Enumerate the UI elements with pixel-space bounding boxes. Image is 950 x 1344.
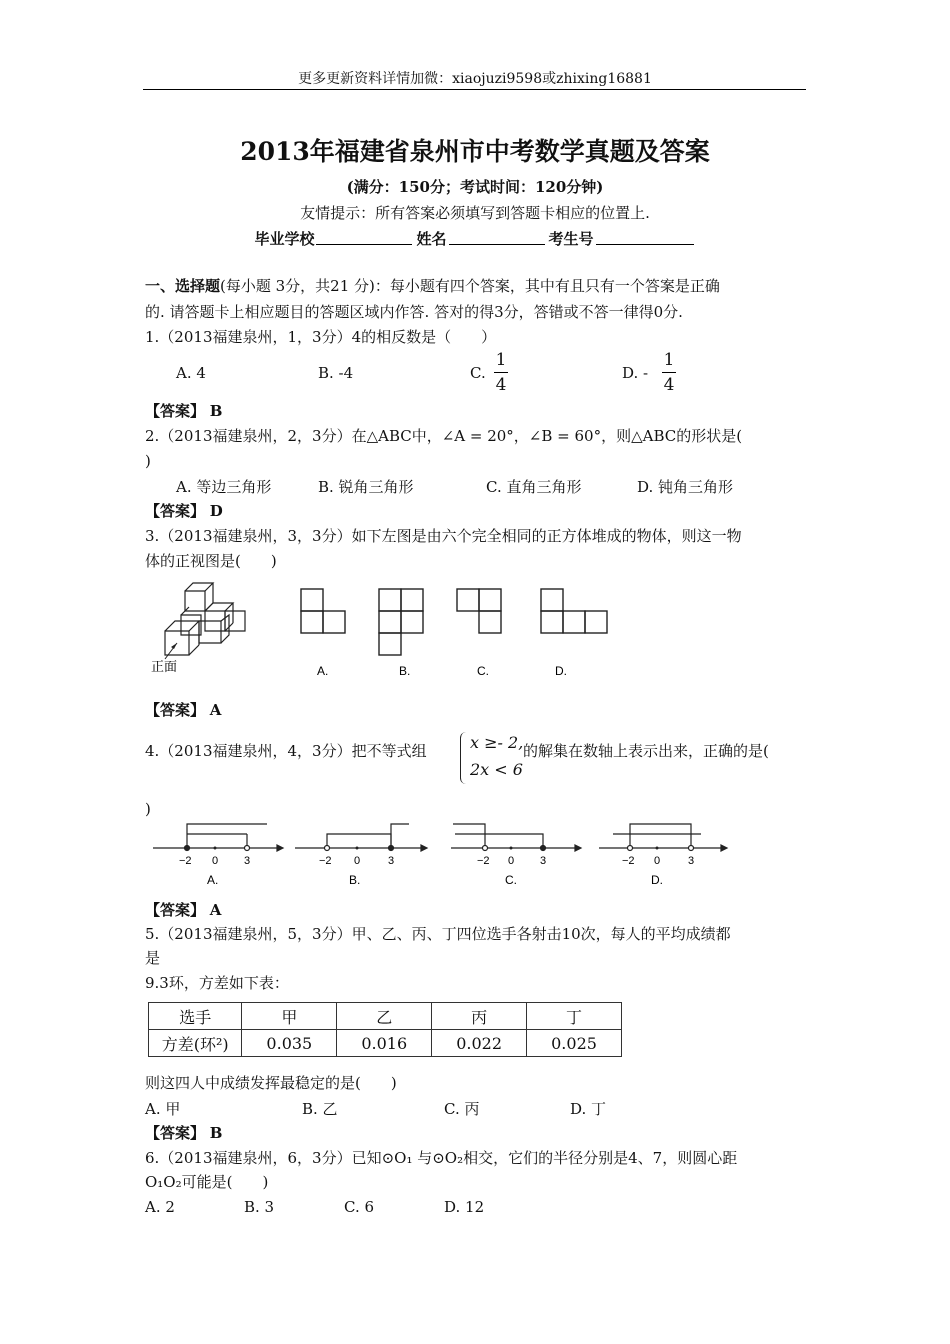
q3-label-c: C. [477, 664, 489, 678]
front-label: 正面 [151, 659, 178, 674]
name-label: 姓名 [416, 230, 447, 248]
answer-value: A [209, 701, 222, 719]
school-blank[interactable] [316, 228, 412, 245]
table-cell: 0.016 [337, 1030, 432, 1057]
section-intro-line2: 的. 请答题卡上相应题目的答题区域内作答. 答对的得3分，答错或不答一律得0分. [145, 303, 683, 321]
q2-answer [145, 499, 223, 523]
q4-number-lines [145, 818, 730, 890]
q4-label-c: C. [505, 873, 517, 887]
table-cell: 0.035 [242, 1030, 337, 1057]
fraction-denominator: 4 [663, 375, 675, 395]
q6-option-a: A. 2 [145, 1198, 175, 1216]
q5-option-a: A. 甲 [145, 1100, 181, 1118]
tick-label-0: 0 [354, 855, 361, 867]
q6-option-d: D. 12 [444, 1198, 485, 1216]
q5-option-c: C. 丙 [444, 1100, 480, 1118]
q1-option-a: A. 4 [176, 364, 206, 382]
tip-line: 友情提示：所有答案必须填写到答题卡相应的位置上. [300, 204, 650, 222]
q1-option-c: C. [470, 364, 486, 382]
table-row [149, 1030, 622, 1057]
fraction-numerator: 1 [663, 350, 675, 370]
q1-option-d: D. - [622, 364, 649, 382]
table-row-label: 方差(环²) [149, 1030, 242, 1057]
fraction-numerator: 1 [495, 350, 507, 370]
fraction-bar [662, 372, 676, 373]
q2-option-a: A. 等边三角形 [176, 478, 272, 496]
q6-stem: 6.（2013福建泉州，6，3分）已知⊙O₁ 与⊙O₂相交，它们的半径分别是4、7，则圆心距 [145, 1149, 738, 1167]
table-header-cell: 选手 [149, 1003, 242, 1030]
tick-label-3: 3 [688, 855, 695, 867]
q2-option-c: C. 直角三角形 [486, 478, 582, 496]
q1-option-b: B. -4 [318, 364, 354, 382]
q3-view-b [379, 589, 423, 655]
score-line: (满分：150分；考试时间：120分钟) [346, 178, 604, 196]
tick-label-3: 3 [244, 855, 251, 867]
q3-label-a: A. [317, 664, 329, 678]
name-blank[interactable] [449, 228, 545, 245]
q3-view-d [541, 589, 607, 633]
q1-answer [145, 399, 222, 423]
table-cell: 0.025 [527, 1030, 622, 1057]
q4-stem-line2: ) [145, 800, 151, 818]
tick-label-m2: −2 [179, 855, 192, 867]
fraction-bar [494, 372, 508, 373]
q4-answer [145, 898, 221, 922]
answer-label: 【答案】 [145, 502, 206, 520]
answer-label: 【答案】 [145, 901, 206, 919]
q3-figures [145, 575, 625, 685]
school-label: 毕业学校 [254, 230, 315, 248]
tick-label-0: 0 [212, 855, 219, 867]
table-row [149, 1003, 622, 1030]
q5-answer [145, 1121, 222, 1145]
header-divider [143, 89, 806, 90]
q5-stem-line3: 9.3环，方差如下表： [145, 974, 289, 992]
table-header-cell: 丁 [527, 1003, 622, 1030]
tick-label-m2: −2 [622, 855, 635, 867]
tick-label-m2: −2 [477, 855, 490, 867]
answer-value: B [209, 402, 223, 420]
q4-inequality-1: x ≥- 2, [470, 733, 524, 752]
q5-option-b: B. 乙 [302, 1100, 338, 1118]
q2-option-b: B. 锐角三角形 [318, 478, 414, 496]
q5-stem-line2: 是 [145, 949, 161, 967]
q3-label-d: D. [555, 664, 567, 678]
q3-answer [145, 698, 221, 722]
page-title: 2013年福建省泉州市中考数学真题及答案 [240, 137, 710, 166]
student-fields [0, 228, 950, 249]
section-intro-line1 [145, 274, 720, 298]
answer-label: 【答案】 [145, 701, 206, 719]
q2-option-d: D. 钝角三角形 [637, 478, 734, 496]
section-intro-rest: (每小题 3分，共21 分)：每小题有四个答案，其中有且只有一个答案是正确 [220, 277, 720, 295]
tick-label-0: 0 [508, 855, 515, 867]
table-header-cell: 丙 [432, 1003, 527, 1030]
q1-option-d-fraction [662, 350, 676, 395]
q6-stem-line2: O₁O₂可能是( ) [145, 1173, 269, 1191]
fraction-denominator: 4 [495, 375, 507, 395]
q1-option-c-fraction [494, 350, 508, 395]
q5-stem: 5.（2013福建泉州，5，3分）甲、乙、丙、丁四位选手各射击10次，每人的平均成绩都 [145, 925, 731, 943]
q5-option-d: D. 丁 [570, 1100, 607, 1118]
exam-no-label: 考生号 [548, 230, 594, 248]
q4-label-d: D. [651, 873, 663, 887]
table-cell: 0.022 [432, 1030, 527, 1057]
q3-cube-stack [165, 583, 245, 655]
page-header-text: 更多更新资料详情加微：xiaojuzi9598或zhixing16881 [298, 71, 652, 87]
q3-label-b: B. [399, 664, 411, 678]
tick-label-3: 3 [388, 855, 395, 867]
q4-inequality-2: 2x < 6 [470, 760, 523, 779]
tick-label-0: 0 [654, 855, 661, 867]
answer-value: D [209, 502, 223, 520]
tick-label-3: 3 [540, 855, 547, 867]
q6-option-c: C. 6 [344, 1198, 375, 1216]
q4-label-a: A. [207, 873, 219, 887]
answer-label: 【答案】 [145, 402, 206, 420]
exam-no-blank[interactable] [596, 228, 694, 245]
q3-view-a [301, 589, 345, 633]
q3-stem-line2: 体的正视图是( ) [145, 552, 277, 570]
variance-table [148, 1002, 622, 1057]
answer-label: 【答案】 [145, 1124, 206, 1142]
table-header-cell: 乙 [337, 1003, 432, 1030]
table-header-cell: 甲 [242, 1003, 337, 1030]
front-arrow-icon [171, 643, 177, 649]
tick-label-m2: −2 [319, 855, 332, 867]
section-heading: 一、选择题 [145, 277, 221, 295]
q6-option-b: B. 3 [244, 1198, 275, 1216]
q3-view-c [457, 589, 501, 633]
q4-stem-post: 的解集在数轴上表示出来，正确的是( [523, 742, 769, 760]
q2-stem-line2: ) [145, 452, 151, 470]
answer-value: B [209, 1124, 223, 1142]
q4-stem-pre: 4.（2013福建泉州，4，3分）把不等式组 [145, 742, 427, 760]
q1-stem: 1.（2013福建泉州，1，3分）4的相反数是（ ） [145, 328, 497, 346]
answer-value: A [209, 901, 222, 919]
q3-stem: 3.（2013福建泉州，3，3分）如下左图是由六个完全相同的正方体堆成的物体，则这一物 [145, 527, 742, 545]
q4-label-b: B. [349, 873, 361, 887]
q5-question: 则这四人中成绩发挥最稳定的是( ) [145, 1074, 397, 1092]
q2-stem: 2.（2013福建泉州，2，3分）在△ABC中，∠A = 20°，∠B = 60°，则△ABC的形状是( [145, 427, 743, 445]
